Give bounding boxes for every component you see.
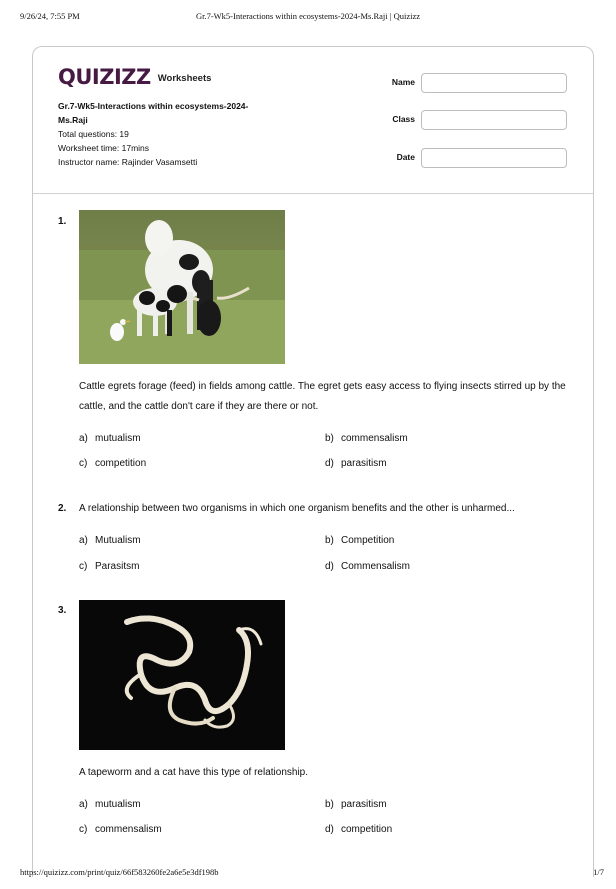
quizizz-logo [58,65,211,89]
question-number: 1. [58,216,67,227]
print-date: 9/26/24, 7:55 PM [20,11,80,21]
question-text: A relationship between two organisms in which one organism benefits and the other is unharmed... [79,503,515,514]
option-d[interactable]: d) competition [325,824,393,835]
question-number: 2. [58,503,67,514]
worksheet-time: Worksheet time: 17mins [58,143,150,153]
tapeworm-image [79,600,285,750]
option-a[interactable]: a) Mutualism [79,535,141,546]
header-divider [33,193,593,194]
print-url: https://quizizz.com/print/quiz/66f583260fe2a6e5e3df198b [20,867,219,877]
worksheet-meta [58,99,258,169]
total-questions: Total questions: 19 [58,129,129,139]
option-c[interactable]: c) commensalism [79,824,162,835]
option-b[interactable]: b) Competition [325,535,395,546]
option-d[interactable]: d) parasitism [325,458,387,469]
option-c[interactable]: c) competition [79,458,147,469]
print-title: Gr.7-Wk5-Interactions within ecosystems-2024-Ms.Raji | Quizizz [195,11,421,21]
name-field[interactable] [421,73,567,93]
brand-name: QUIZIZZ [58,65,151,89]
quiz-title: Gr.7-Wk5-Interactions within ecosystems-2024-Ms.Raji [58,101,249,125]
option-b[interactable]: b) parasitism [325,799,387,810]
date-field[interactable] [421,148,567,168]
brand-subtitle: Worksheets [157,72,212,84]
option-a[interactable]: a) mutualism [79,799,141,810]
option-b[interactable]: b) commensalism [325,433,408,444]
question-number: 3. [58,605,67,616]
question-text: Cattle egrets forage (feed) in fields among cattle. The egret gets easy access to flying insects stirred up by the cattle, and the cattle don't care if they are there or not. [79,381,566,412]
instructor-name: Instructor name: Rajinder Vasamsetti [58,157,198,167]
option-d[interactable]: d) Commensalism [325,561,410,572]
class-label: Class [392,114,415,124]
page-number: 1/7 [593,867,604,877]
date-label: Date [396,152,415,162]
option-c[interactable]: c) Parasitsm [79,561,140,572]
worksheet [32,46,594,877]
class-field[interactable] [421,110,567,130]
name-label: Name [391,77,415,87]
question-text: A tapeworm and a cat have this type of relationship. [79,767,309,778]
print-footer [0,867,616,881]
cattle-egret-image [79,210,285,364]
option-a[interactable]: a) mutualism [79,433,141,444]
print-header [0,11,616,25]
